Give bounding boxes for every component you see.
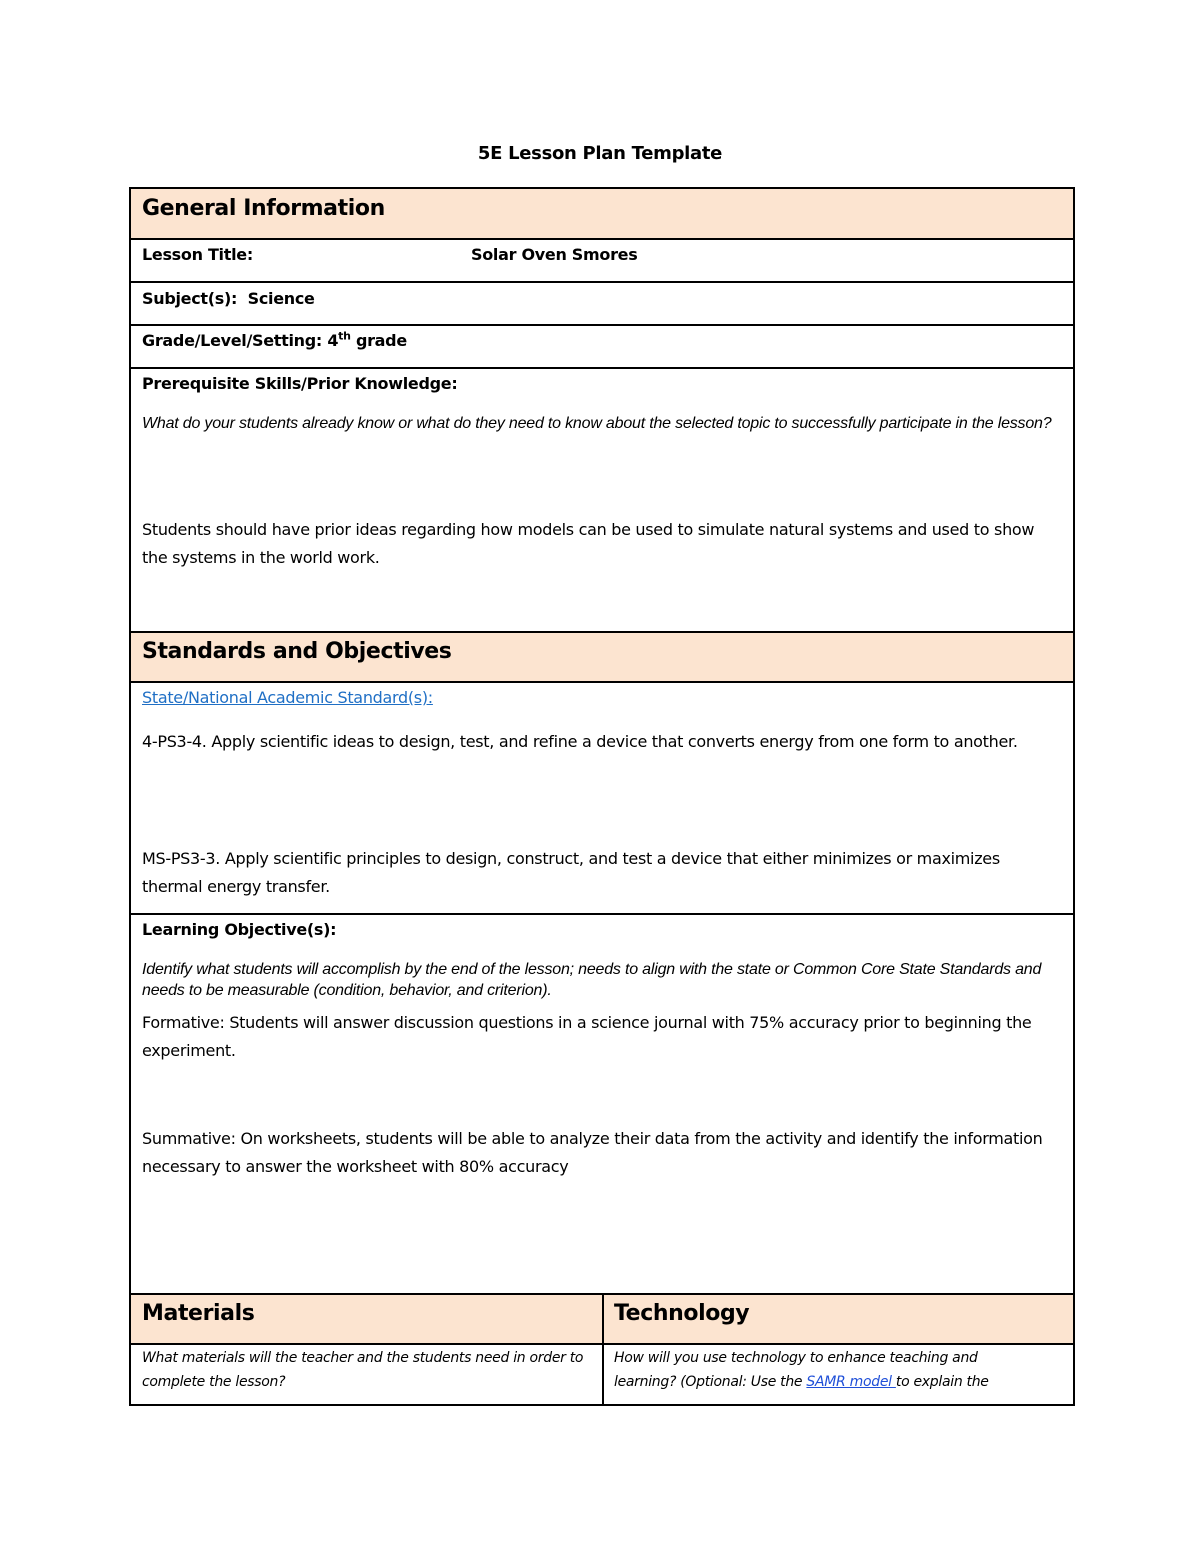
summative-assessment: Summative: On worksheets, students will be able to analyze their data from the activity and identify the information necessary to answer the worksheet with 80% accuracy bbox=[142, 1129, 1043, 1176]
standards-objectives-heading: Standards and Objectives bbox=[142, 639, 452, 664]
materials-heading: Materials bbox=[142, 1301, 255, 1326]
grade-ordinal: th bbox=[338, 329, 351, 343]
lesson-title-value: Solar Oven Smores bbox=[471, 245, 638, 264]
subject-label: Subject(s): bbox=[142, 289, 238, 308]
technology-prompt-end: to explain the bbox=[895, 1374, 989, 1390]
prerequisite-prompt: What do your students already know or what do they need to know about the selected topic to successfully participate in the lesson? bbox=[142, 415, 1052, 432]
subject-value: Science bbox=[247, 289, 315, 308]
learning-objectives-label: Learning Objective(s): bbox=[142, 920, 337, 939]
document-title: 5E Lesson Plan Template bbox=[477, 143, 723, 164]
standards-objectives-header bbox=[131, 631, 1073, 683]
learning-objectives-prompt: Identify what students will accomplish by the end of the lesson; needs to align with the state or Common Core State Standards and needs to be measurable (condition, behavior, and criterion). bbox=[142, 961, 1042, 999]
materials-prompt: What materials will the teacher and the students need in order to complete the lesson? bbox=[142, 1350, 584, 1390]
grade-number: 4 bbox=[327, 331, 339, 350]
standards-link[interactable]: State/National Academic Standard(s): bbox=[142, 688, 433, 707]
grade-row bbox=[131, 324, 1073, 368]
prerequisite-answer: Students should have prior ideas regarding how models can be used to simulate natural systems and used to show the systems in the world work. bbox=[142, 520, 1035, 567]
lesson-title-label: Lesson Title: bbox=[142, 245, 253, 264]
standards-row bbox=[131, 681, 1073, 914]
technology-heading: Technology bbox=[614, 1301, 750, 1326]
grade-suffix: grade bbox=[355, 331, 407, 350]
subject-row bbox=[131, 281, 1073, 325]
technology-prompt bbox=[614, 1346, 1034, 1394]
learning-objectives-row bbox=[131, 913, 1073, 1294]
standard-ms-ps3-3: MS-PS3-3. Apply scientific principles to design, construct, and test a device that either minimizes or maximizes thermal energy transfer. bbox=[142, 849, 1000, 896]
samr-model-link[interactable]: SAMR model bbox=[806, 1374, 896, 1390]
formative-assessment: Formative: Students will answer discussion questions in a science journal with 75% accuracy prior to beginning the experiment. bbox=[142, 1013, 1032, 1060]
grade-label: Grade/Level/Setting: bbox=[142, 331, 323, 350]
grade-field bbox=[142, 331, 407, 350]
general-information-header bbox=[131, 189, 1073, 240]
lesson-title-row bbox=[131, 238, 1073, 282]
lesson-plan-table bbox=[129, 187, 1075, 1406]
prerequisite-label: Prerequisite Skills/Prior Knowledge: bbox=[142, 374, 458, 393]
column-divider bbox=[602, 1293, 604, 1404]
standard-4-ps3-4: 4-PS3-4. Apply scientific ideas to design, test, and refine a device that converts energy from one form to another. bbox=[142, 732, 1018, 751]
technology-prompt-text: How will you use technology to enhance teaching and learning? (Optional: Use the bbox=[614, 1350, 978, 1390]
subject-field bbox=[142, 289, 315, 308]
general-information-heading: General Information bbox=[142, 196, 385, 221]
prerequisite-row bbox=[131, 367, 1073, 632]
